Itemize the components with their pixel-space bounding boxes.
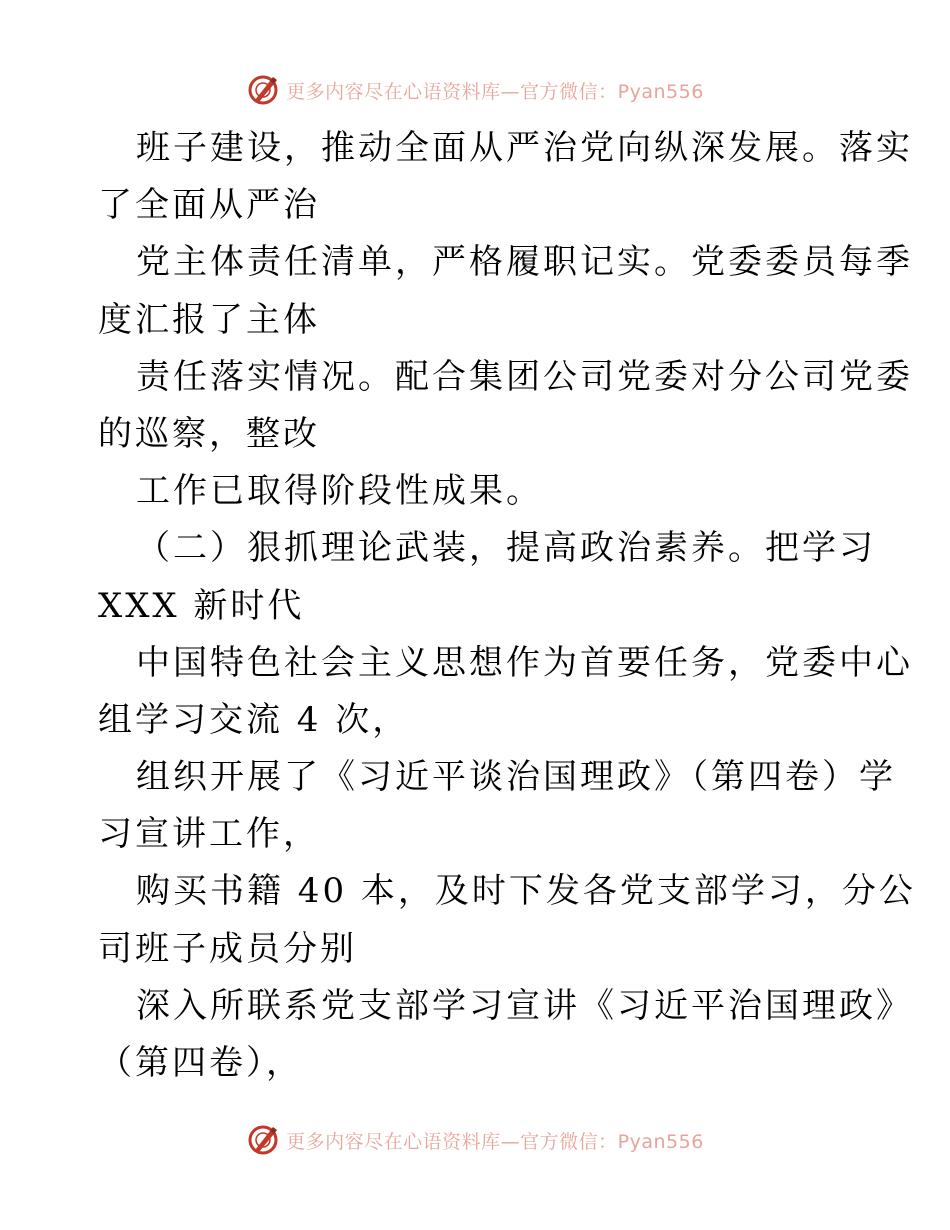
text-line: 班子建设，推动全面从严治党向纵深发展。落实	[136, 128, 913, 168]
document-body	[98, 120, 916, 1092]
text-line: 深入所联系党支部学习宣讲《习近平治国理政》	[136, 985, 913, 1026]
text-line: 的巡察，整改	[98, 413, 320, 454]
text-line: 工作已取得阶段性成果。	[136, 471, 543, 512]
text-line: 中国特色社会主义思想作为首要任务，党委中心	[136, 642, 913, 683]
pen-nib-circle-icon	[246, 73, 280, 107]
text-line: 度汇报了主体	[98, 299, 320, 340]
footer-banner-text: 更多内容尽在心语资料库—官方微信：Pyan556	[286, 1130, 704, 1153]
text-line: 司班子成员分别	[98, 928, 357, 969]
text-line: XXX 新时代	[98, 585, 305, 626]
text-line: （二）狠抓理论武装，提高政治素养。把学习	[136, 528, 876, 569]
footer-banner	[0, 1120, 950, 1160]
text-line: 责任落实情况。配合集团公司党委对分公司党委	[136, 356, 913, 397]
text-line: 组学习交流 4 次，	[98, 699, 410, 740]
text-line: 党主体责任清单，严格履职记实。党委委员每季	[136, 242, 913, 283]
text-line: 习宣讲工作，	[98, 814, 320, 855]
text-line: （第四卷），	[98, 1043, 303, 1083]
header-banner	[0, 70, 950, 110]
text-line: 组织开展了《习近平谈治国理政》（第四卷）学	[136, 757, 896, 798]
header-banner-text: 更多内容尽在心语资料库—官方微信：Pyan556	[286, 80, 704, 103]
text-line: 了全面从严治	[98, 185, 320, 226]
text-line: 购买书籍 40 本，及时下发各党支部学习，分公	[136, 871, 916, 912]
pen-nib-circle-icon	[246, 1123, 280, 1157]
